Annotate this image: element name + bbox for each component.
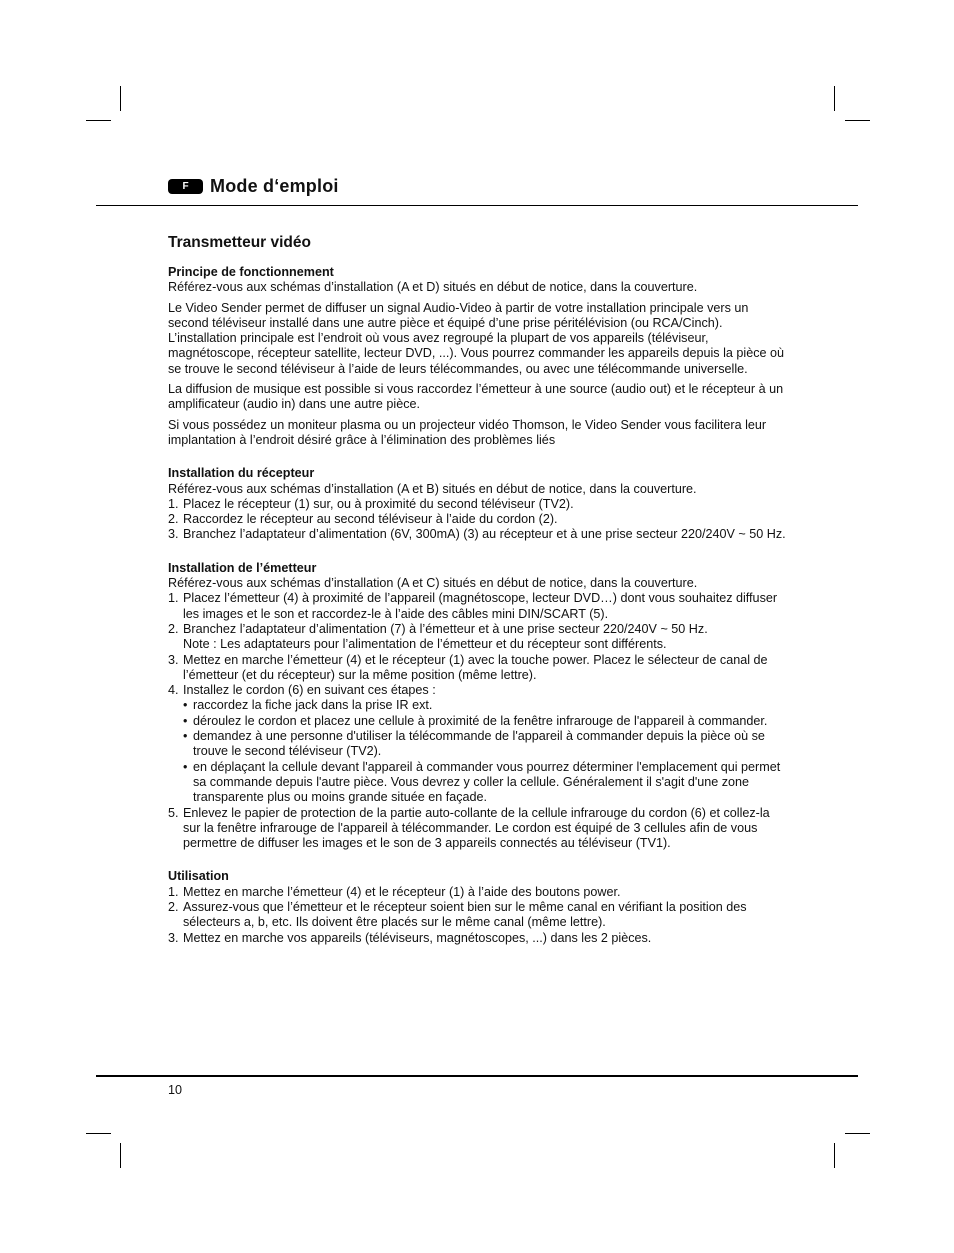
section-heading: Installation du récepteur bbox=[168, 466, 315, 481]
list-item bbox=[168, 622, 788, 653]
section-utilisation bbox=[168, 869, 788, 945]
step-text: Branchez l’adaptateur d’alimentation (7) à l’émetteur et à une prise secteur 220/240V ~ 50 Hz. bbox=[183, 621, 708, 636]
list-item bbox=[168, 683, 788, 805]
step-text: Installez le cordon (6) en suivant ces étapes : bbox=[183, 683, 436, 698]
step-number: 2. bbox=[168, 899, 179, 914]
crop-mark bbox=[86, 1133, 111, 1134]
paragraph: Référez-vous aux schémas d’installation (A et D) situés en début de notice, dans la couverture. bbox=[168, 280, 698, 295]
page-number: 10 bbox=[168, 1083, 183, 1097]
page-header bbox=[168, 176, 339, 197]
crop-mark bbox=[834, 1143, 835, 1168]
section-principe bbox=[168, 265, 788, 448]
crop-mark bbox=[845, 1133, 870, 1134]
step-number: 3. bbox=[168, 652, 179, 667]
list-item bbox=[168, 527, 788, 542]
paragraph: La diffusion de musique est possible si vous raccordez l’émetteur à une source (audio out) et le récepteur à un amplificateur (audio in) dans une autre pièce. bbox=[168, 382, 784, 412]
crop-mark bbox=[845, 120, 870, 121]
bullet-item bbox=[183, 760, 788, 806]
step-number: 2. bbox=[168, 621, 179, 636]
bullet-text: déroulez le cordon et placez une cellule à proximité de la fenêtre infrarouge de l'appareil à commander. bbox=[193, 713, 768, 728]
step-text: Mettez en marche vos appareils (téléviseurs, magnétoscopes, ...) dans les 2 pièces. bbox=[183, 930, 652, 945]
bullet-item bbox=[183, 729, 788, 760]
step-number: 1. bbox=[168, 884, 179, 899]
bullet-glyph: • bbox=[183, 713, 188, 728]
language-badge: F bbox=[168, 179, 203, 194]
step-text: Mettez en marche l’émetteur (4) et le récepteur (1) avec la touche power. Placez le sélecteur de canal de l’émetteur (et du récepteur) sur la même position (même lettre). bbox=[183, 652, 768, 682]
step-number: 3. bbox=[168, 527, 179, 542]
step-text: Enlevez le papier de protection de la partie auto-collante de la cellule infrarouge du cordon (6) et collez-la sur la fenêtre infrarouge de l'appareil à télécommander. Le cordon est équipé de 3 cellules afin de vous permettre de diffuser les images et le son de 3 appareils connectés au téléviseur (TV1). bbox=[183, 805, 770, 851]
bullet-glyph: • bbox=[183, 729, 188, 744]
page-title: Transmetteur vidéo bbox=[168, 234, 311, 251]
section-heading: Principe de fonctionnement bbox=[168, 265, 334, 279]
bullet-item bbox=[183, 714, 788, 729]
bullet-text: demandez à une personne d'utiliser la télécommande de l'appareil à commander depuis la pièce où se trouve le second téléviseur (TV2). bbox=[193, 729, 765, 759]
bullet-list bbox=[183, 698, 788, 805]
step-note: Note : Les adaptateurs pour l’alimentation de l’émetteur et du récepteur sont différents. bbox=[183, 637, 667, 652]
bullet-glyph: • bbox=[183, 759, 188, 774]
list-item bbox=[168, 591, 788, 622]
step-number: 4. bbox=[168, 683, 179, 698]
list-item bbox=[168, 497, 788, 512]
step-text: Raccordez le récepteur au second téléviseur à l’aide du cordon (2). bbox=[183, 512, 558, 527]
step-number: 2. bbox=[168, 512, 179, 527]
list-item bbox=[168, 512, 788, 527]
bullet-text: en déplaçant la cellule devant l'appareil à commander vous pourrez déterminer l'emplacement qui permet sa commande depuis l'autre pièce. Vous devrez y coller la cellule. Généralement il s'agit d'une zone transparente plus ou moins grande située en façade. bbox=[193, 759, 781, 805]
steps-list bbox=[168, 591, 788, 851]
step-text: Mettez en marche l’émetteur (4) et le récepteur (1) à l’aide des boutons power. bbox=[183, 884, 621, 899]
steps-list bbox=[168, 885, 788, 946]
list-item bbox=[168, 900, 788, 931]
header-title: Mode d‘emploi bbox=[210, 176, 339, 196]
section-emetteur bbox=[168, 561, 788, 852]
crop-mark bbox=[120, 86, 121, 111]
step-text: Branchez l’adaptateur d’alimentation (6V, 300mA) (3) au récepteur et à une prise secteur 220/240V ~ 50 Hz. bbox=[183, 527, 786, 542]
list-item bbox=[168, 653, 788, 684]
step-text: Placez le récepteur (1) sur, ou à proximité du second téléviseur (TV2). bbox=[183, 496, 574, 511]
list-item bbox=[168, 885, 788, 900]
crop-mark bbox=[834, 86, 835, 111]
document-body bbox=[168, 233, 788, 964]
steps-list bbox=[168, 497, 788, 543]
list-item bbox=[168, 931, 788, 946]
crop-mark bbox=[86, 120, 111, 121]
paragraph: Le Video Sender permet de diffuser un signal Audio-Video à partir de votre installation principale vers un second téléviseur installé dans une autre pièce et équipé d’une prise péritélévision (ou RCA/Cinch). L’installation principale est l’endroit où vous avez regroupé la plupart de vos appareils (téléviseur, magnétoscope, récepteur satellite, lecteur DVD, ...). Vous pourrez commander les appareils depuis la pièce où se trouve le second téléviseur à l’aide de leurs télécommandes, ou avec une télécommande universelle. bbox=[168, 300, 785, 376]
bullet-item bbox=[183, 698, 788, 713]
step-text: Assurez-vous que l’émetteur et le récepteur soient bien sur le même canal en vérifiant la position des sélecteurs a, b, etc. Ils doivent être placés sur le même canal (même lettre). bbox=[183, 899, 747, 930]
list-item bbox=[168, 806, 788, 852]
bullet-text: raccordez la fiche jack dans la prise IR ext. bbox=[193, 698, 433, 713]
step-number: 3. bbox=[168, 930, 179, 945]
section-recepteur bbox=[168, 466, 788, 542]
step-number: 1. bbox=[168, 591, 179, 606]
bullet-glyph: • bbox=[183, 698, 188, 713]
crop-mark bbox=[120, 1143, 121, 1168]
section-intro: Référez-vous aux schémas d’installation (A et C) situés en début de notice, dans la couverture. bbox=[168, 576, 698, 591]
step-number: 1. bbox=[168, 496, 179, 511]
footer-rule bbox=[96, 1075, 858, 1077]
step-number: 5. bbox=[168, 805, 179, 820]
step-text: Placez l’émetteur (4) à proximité de l’appareil (magnétoscope, lecteur DVD…) dont vous souhaitez diffuser les images et le son et raccordez-le à l’aide des câbles mini DIN/SCART (5). bbox=[183, 591, 778, 621]
section-heading: Installation de l’émetteur bbox=[168, 560, 317, 575]
paragraph: Si vous possédez un moniteur plasma ou un projecteur vidéo Thomson, le Video Sender vous facilitera leur implantation à l’endroit désiré grâce à l’élimination des problèmes liés bbox=[168, 417, 767, 447]
section-intro: Référez-vous aux schémas d’installation (A et B) situés en début de notice, dans la couverture. bbox=[168, 481, 697, 496]
header-rule bbox=[96, 205, 858, 206]
section-heading: Utilisation bbox=[168, 869, 229, 884]
